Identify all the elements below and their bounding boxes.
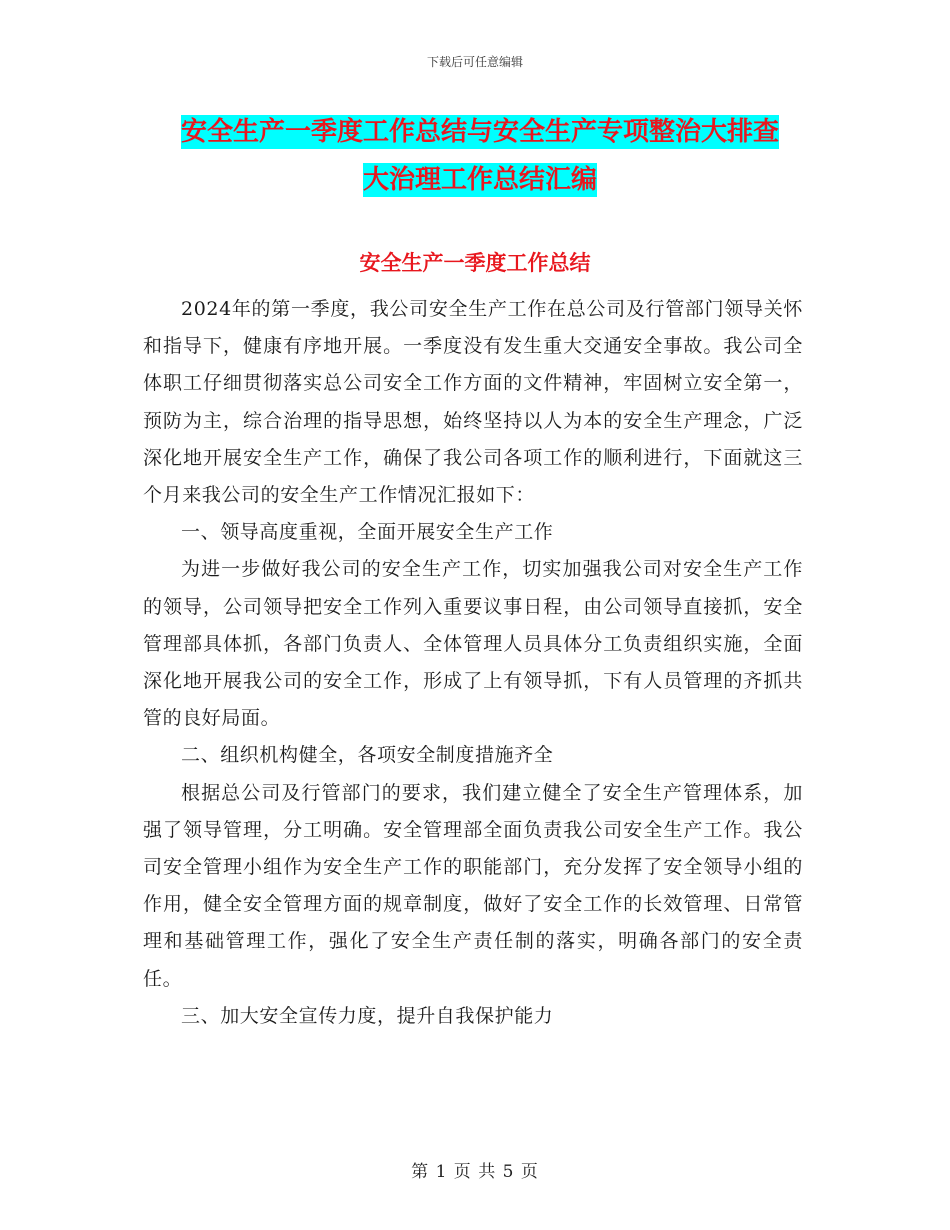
- paragraph: 为进一步做好我公司的安全生产工作，切实加强我公司对安全生产工作的领导，公司领导把安全工作列入重要议事日程，由公司领导直接抓，安全管理部具体抓，各部门负责人、全体管理人员具体分工负责组织实施，全面深化地开展我公司的安全工作，形成了上有领导抓，下有人员管理的齐抓共管的良好局面。: [143, 558, 803, 730]
- document-title: [140, 108, 820, 204]
- section-title: 安全生产一季度工作总结: [359, 250, 591, 275]
- page-footer: 第 1 页 共 5 页: [411, 1162, 539, 1182]
- document-title-line1: 安全生产一季度工作总结与安全生产专项整治大排查: [180, 117, 779, 147]
- paragraph-heading: 二、组织机构健全，各项安全制度措施齐全: [181, 744, 554, 767]
- paragraph-heading: 一、领导高度重视，全面开展安全生产工作: [181, 521, 554, 544]
- document-body: [143, 291, 803, 1035]
- paragraph: 根据总公司及行管部门的要求，我们建立健全了安全生产管理体系，加强了领导管理，分工明确。安全管理部全面负责我公司安全生产工作。我公司安全管理小组作为安全生产工作的职能部门，充分发挥了安全领导小组的作用，健全安全管理方面的规章制度，做好了安全工作的长效管理、日常管理和基础管理工作，强化了安全生产责任制的落实，明确各部门的安全责任。: [143, 781, 803, 990]
- header-note: 下载后可任意编辑: [426, 55, 523, 69]
- paragraph-heading: 三、加大安全宣传力度，提升自我保护能力: [181, 1004, 554, 1027]
- paragraph: 2024年的第一季度，我公司安全生产工作在总公司及行管部门领导关怀和指导下，健康有序地开展。一季度没有发生重大交通安全事故。我公司全体职工仔细贯彻落实总公司安全工作方面的文件精神，牢固树立安全第一，预防为主，综合治理的指导思想，始终坚持以人为本的安全生产理念，广泛深化地开展安全生产工作，确保了我公司各项工作的顺利进行，下面就这三个月来我公司的安全生产工作情况汇报如下：: [143, 298, 803, 507]
- document-title-line2: 大治理工作总结汇编: [362, 165, 597, 195]
